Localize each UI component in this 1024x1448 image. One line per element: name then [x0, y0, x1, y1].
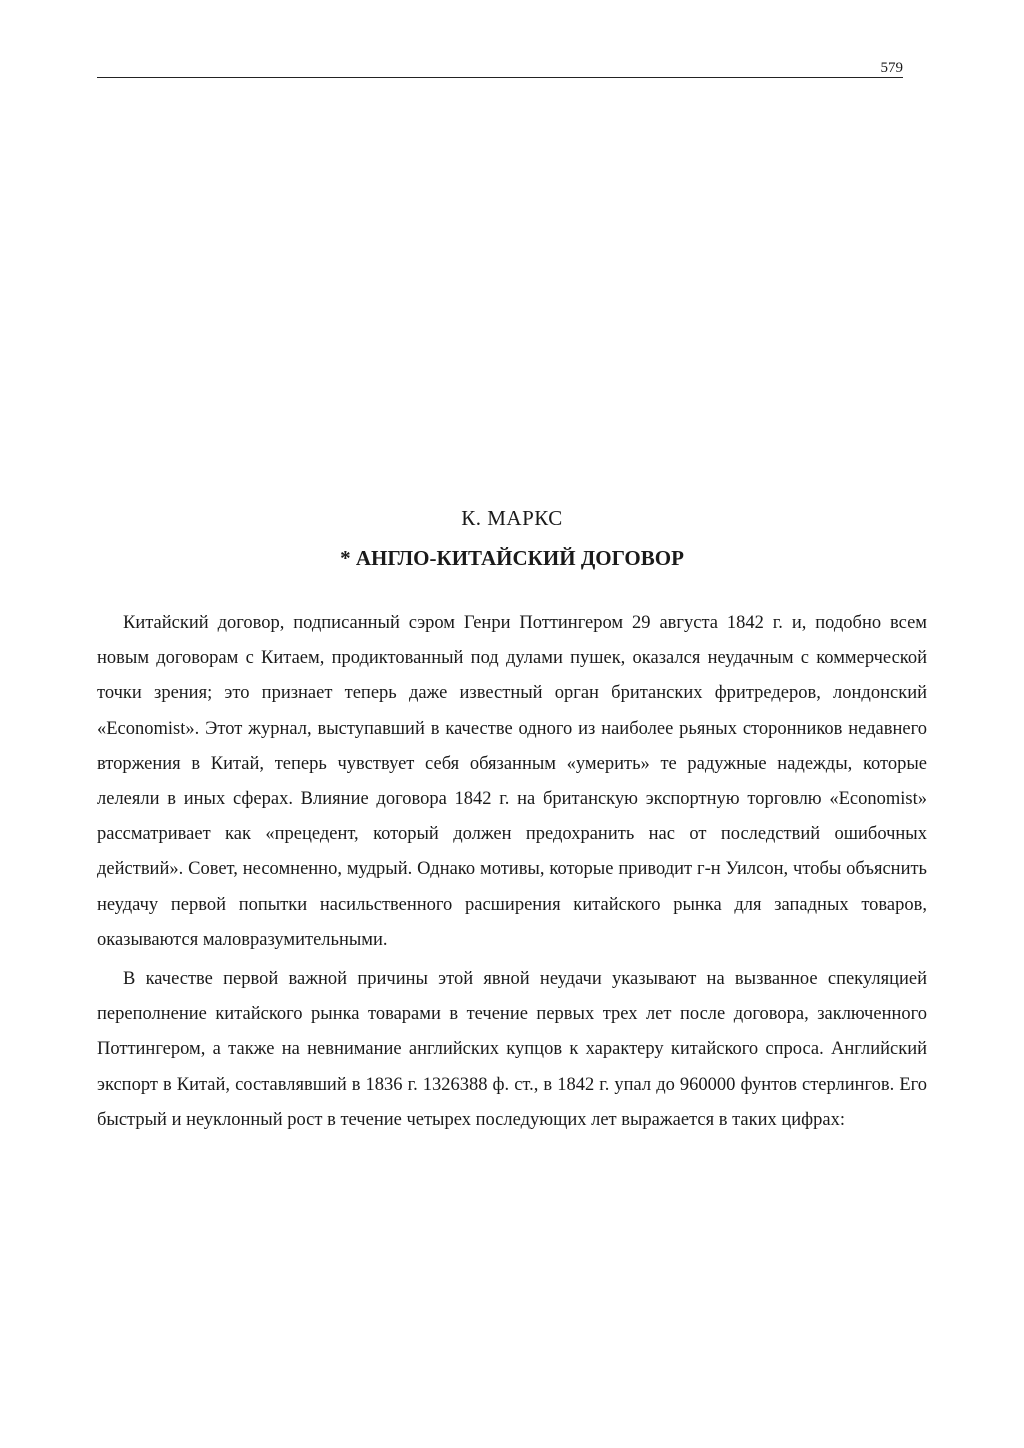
article-author: К. МАРКС: [461, 506, 563, 530]
paragraph-1: Китайский договор, подписанный сэром Генри Поттингером 29 августа 1842 г. и, подобно всем новым договорам с Китаем, продиктованный под дулами пушек, оказался неудачным с коммерческой точки зрения; это признает теперь даже известный орган британских фритредеров, лондонский «Economist». Этот журнал, выступавший в качестве одного из наиболее рьяных сторонников недавнего вторжения в Китай, теперь чувствует себя обязанным «умерить» те радужные надежды, которые лелеяли в иных сферах. Влияние договора 1842 г. на британскую экспортную торговлю «Economist» рассматривает как «прецедент, который должен предохранить нас от последствий ошибочных действий». Совет, несомненно, мудрый. Однако мотивы, которые приводит г-н Уилсон, чтобы объяснить неудачу первой попытки насильственного расширения китайского рынка для западных товаров, оказываются маловразумительными.: [97, 613, 927, 950]
page-number: 579: [880, 60, 903, 76]
article-body: [97, 606, 927, 1142]
paragraph-2: В качестве первой важной причины этой явной неудачи указывают на вызванное спекуляцией переполнение китайского рынка товарами в течение первых трех лет после договора, заключенного Поттингером, а также на невнимание английских купцов к характеру китайского спроса. Английский экспорт в Китай, составлявший в 1836 г. 1326388 ф. ст., в 1842 г. упал до 960000 фунтов стерлингов. Его быстрый и неуклонный рост в течение четырех последующих лет выражается в таких цифрах:: [97, 969, 927, 1130]
header-rule: [97, 77, 903, 78]
article-title: * АНГЛО-КИТАЙСКИЙ ДОГОВОР: [340, 546, 684, 570]
